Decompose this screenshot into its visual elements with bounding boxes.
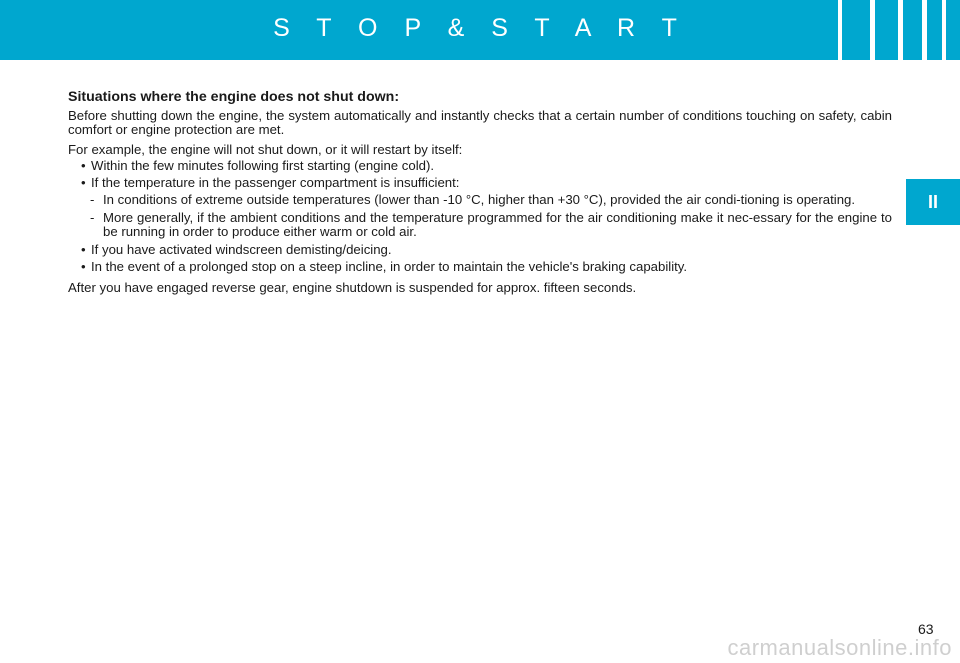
paragraph: Before shutting down the engine, the system automatically and instantly checks that a certain number of conditions touching on safety, cabin comfort or engine protection are met. xyxy=(68,108,892,137)
list-item: • Within the few minutes following first starting (engine cold). xyxy=(81,158,435,173)
closing-paragraph: After you have engaged reverse gear, engine shutdown is suspended for approx. fifteen seconds. xyxy=(68,280,637,295)
list-item: • If the temperature in the passenger compartment is insufficient: xyxy=(81,175,460,190)
list-item: • If you have activated windscreen demisting/deicing. xyxy=(81,242,392,257)
intro-paragraph: For example, the engine will not shut down, or it will restart by itself: xyxy=(68,142,463,157)
main-content xyxy=(68,90,892,301)
chapter-tab: II xyxy=(906,179,960,225)
page-number: 63 xyxy=(918,621,934,637)
sub-list-item: - More generally, if the ambient conditions and the temperature programmed for the air conditioning make it nec-essary for the engine to be running in order to produce either warm or cold air. xyxy=(90,210,892,239)
watermark: carmanualsonline.info xyxy=(727,635,952,660)
page-title: S T O P & S T A R T xyxy=(273,14,687,42)
sub-list-item: - In conditions of extreme outside temperatures (lower than -10 °C, higher than +30 °C), provided the air condi-tioning is operating. xyxy=(90,192,856,207)
page-header xyxy=(0,0,960,60)
list-item: • In the event of a prolonged stop on a steep incline, in order to maintain the vehicle's braking capability. xyxy=(81,259,688,274)
section-heading: Situations where the engine does not shut down: xyxy=(68,89,400,105)
